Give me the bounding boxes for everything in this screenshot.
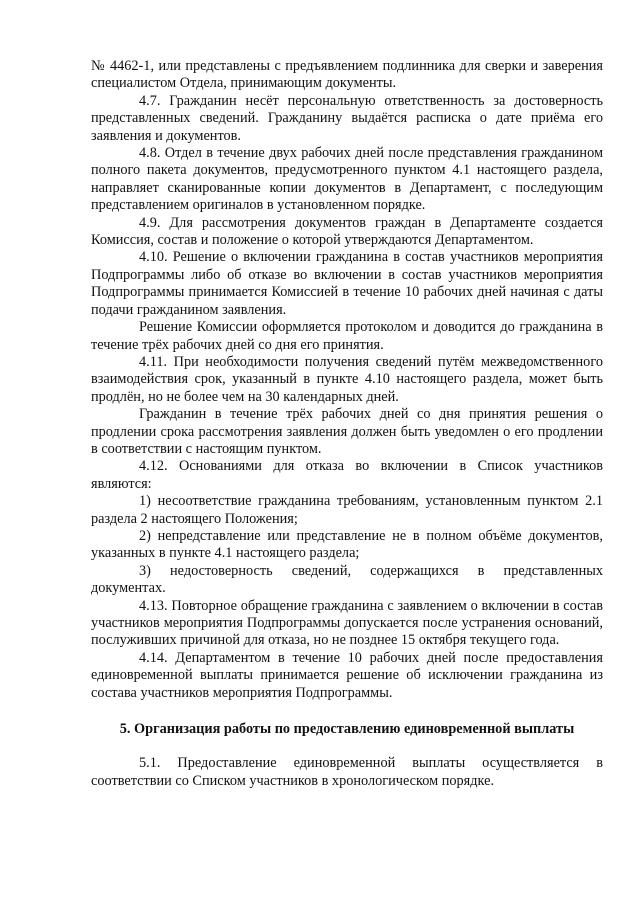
paragraph-p-4-6-cont: № 4462-1, или представлены с предъявлением подлинника для сверки и заверения специалистом Отдела, принимающим документы.	[91, 58, 603, 92]
paragraph-p-4-14: 4.14. Департаментом в течение 10 рабочих дней после предоставления единовременной выплаты принимается решение об исключении гражданина из состава участников мероприятия Подпрограммы.	[91, 649, 603, 701]
paragraph-p-4-12: 4.12. Основаниями для отказа во включении в Список участников являются:	[91, 458, 603, 492]
section-5-body	[91, 755, 603, 790]
section-5-heading: 5. Организация работы по предоставлению единовременной выплаты	[119, 721, 575, 738]
paragraph-p-4-7: 4.7. Гражданин несёт персональную ответственность за достоверность представленных сведений. Гражданину выдаётся расписка о дате приёма его заявления и документов.	[91, 92, 603, 144]
paragraph-p-4-11: 4.11. При необходимости получения сведений путём межведомственного взаимодействия срок, указанный в пункте 4.10 настоящего раздела, может быть продлён, но не более чем на 30 календарных дней.	[91, 353, 603, 405]
section-4-body	[91, 58, 603, 702]
paragraph-p-4-12-1: 1) несоответствие гражданина требованиям, установленным пунктом 2.1 раздела 2 настоящего Положения;	[91, 493, 603, 527]
paragraph-p-4-9: 4.9. Для рассмотрения документов граждан в Департаменте создается Комиссия, состав и положение о которой утверждаются Департаментом.	[91, 214, 603, 249]
paragraph-p-5-1: 5.1. Предоставление единовременной выплаты осуществляется в соответствии со Списком участников в хронологическом порядке.	[91, 755, 603, 789]
paragraph-p-4-12-2: 2) непредставление или представление не в полном объёме документов, указанных в пункте 4.1 настоящего раздела;	[91, 527, 603, 562]
paragraph-p-4-13: 4.13. Повторное обращение гражданина с заявлением о включении в состав участников мероприятия Подпрограммы допускается после устранения оснований, послуживших причиной для отказа, но не позднее 15 октября текущего года.	[91, 597, 603, 649]
paragraph-p-4-12-3: 3) недостоверность сведений, содержащихся в представленных документах.	[91, 562, 603, 597]
paragraph-p-4-10-b: Решение Комиссии оформляется протоколом и доводится до гражданина в течение трёх рабочих дней со дня его принятия.	[91, 319, 603, 353]
document-page	[91, 58, 603, 790]
paragraph-p-4-8: 4.8. Отдел в течение двух рабочих дней после представления гражданином полного пакета документов, предусмотренного пунктом 4.1 настоящего раздела, направляет сканированные копии документов в Департамент, с последующим представлением оригиналов в установленном порядке.	[91, 145, 603, 214]
paragraph-p-4-11-b: Гражданин в течение трёх рабочих дней со дня принятия решения о продлении срока рассмотрения заявления должен быть уведомлен о его продлении в соответствии с настоящим пунктом.	[91, 406, 603, 457]
paragraph-p-4-10: 4.10. Решение о включении гражданина в состав участников мероприятия Подпрограммы либо об отказе во включении в состав участников мероприятия Подпрограммы принимается Комиссией в течение 10 рабочих дней начиная с даты подачи гражданином заявления.	[91, 249, 603, 318]
